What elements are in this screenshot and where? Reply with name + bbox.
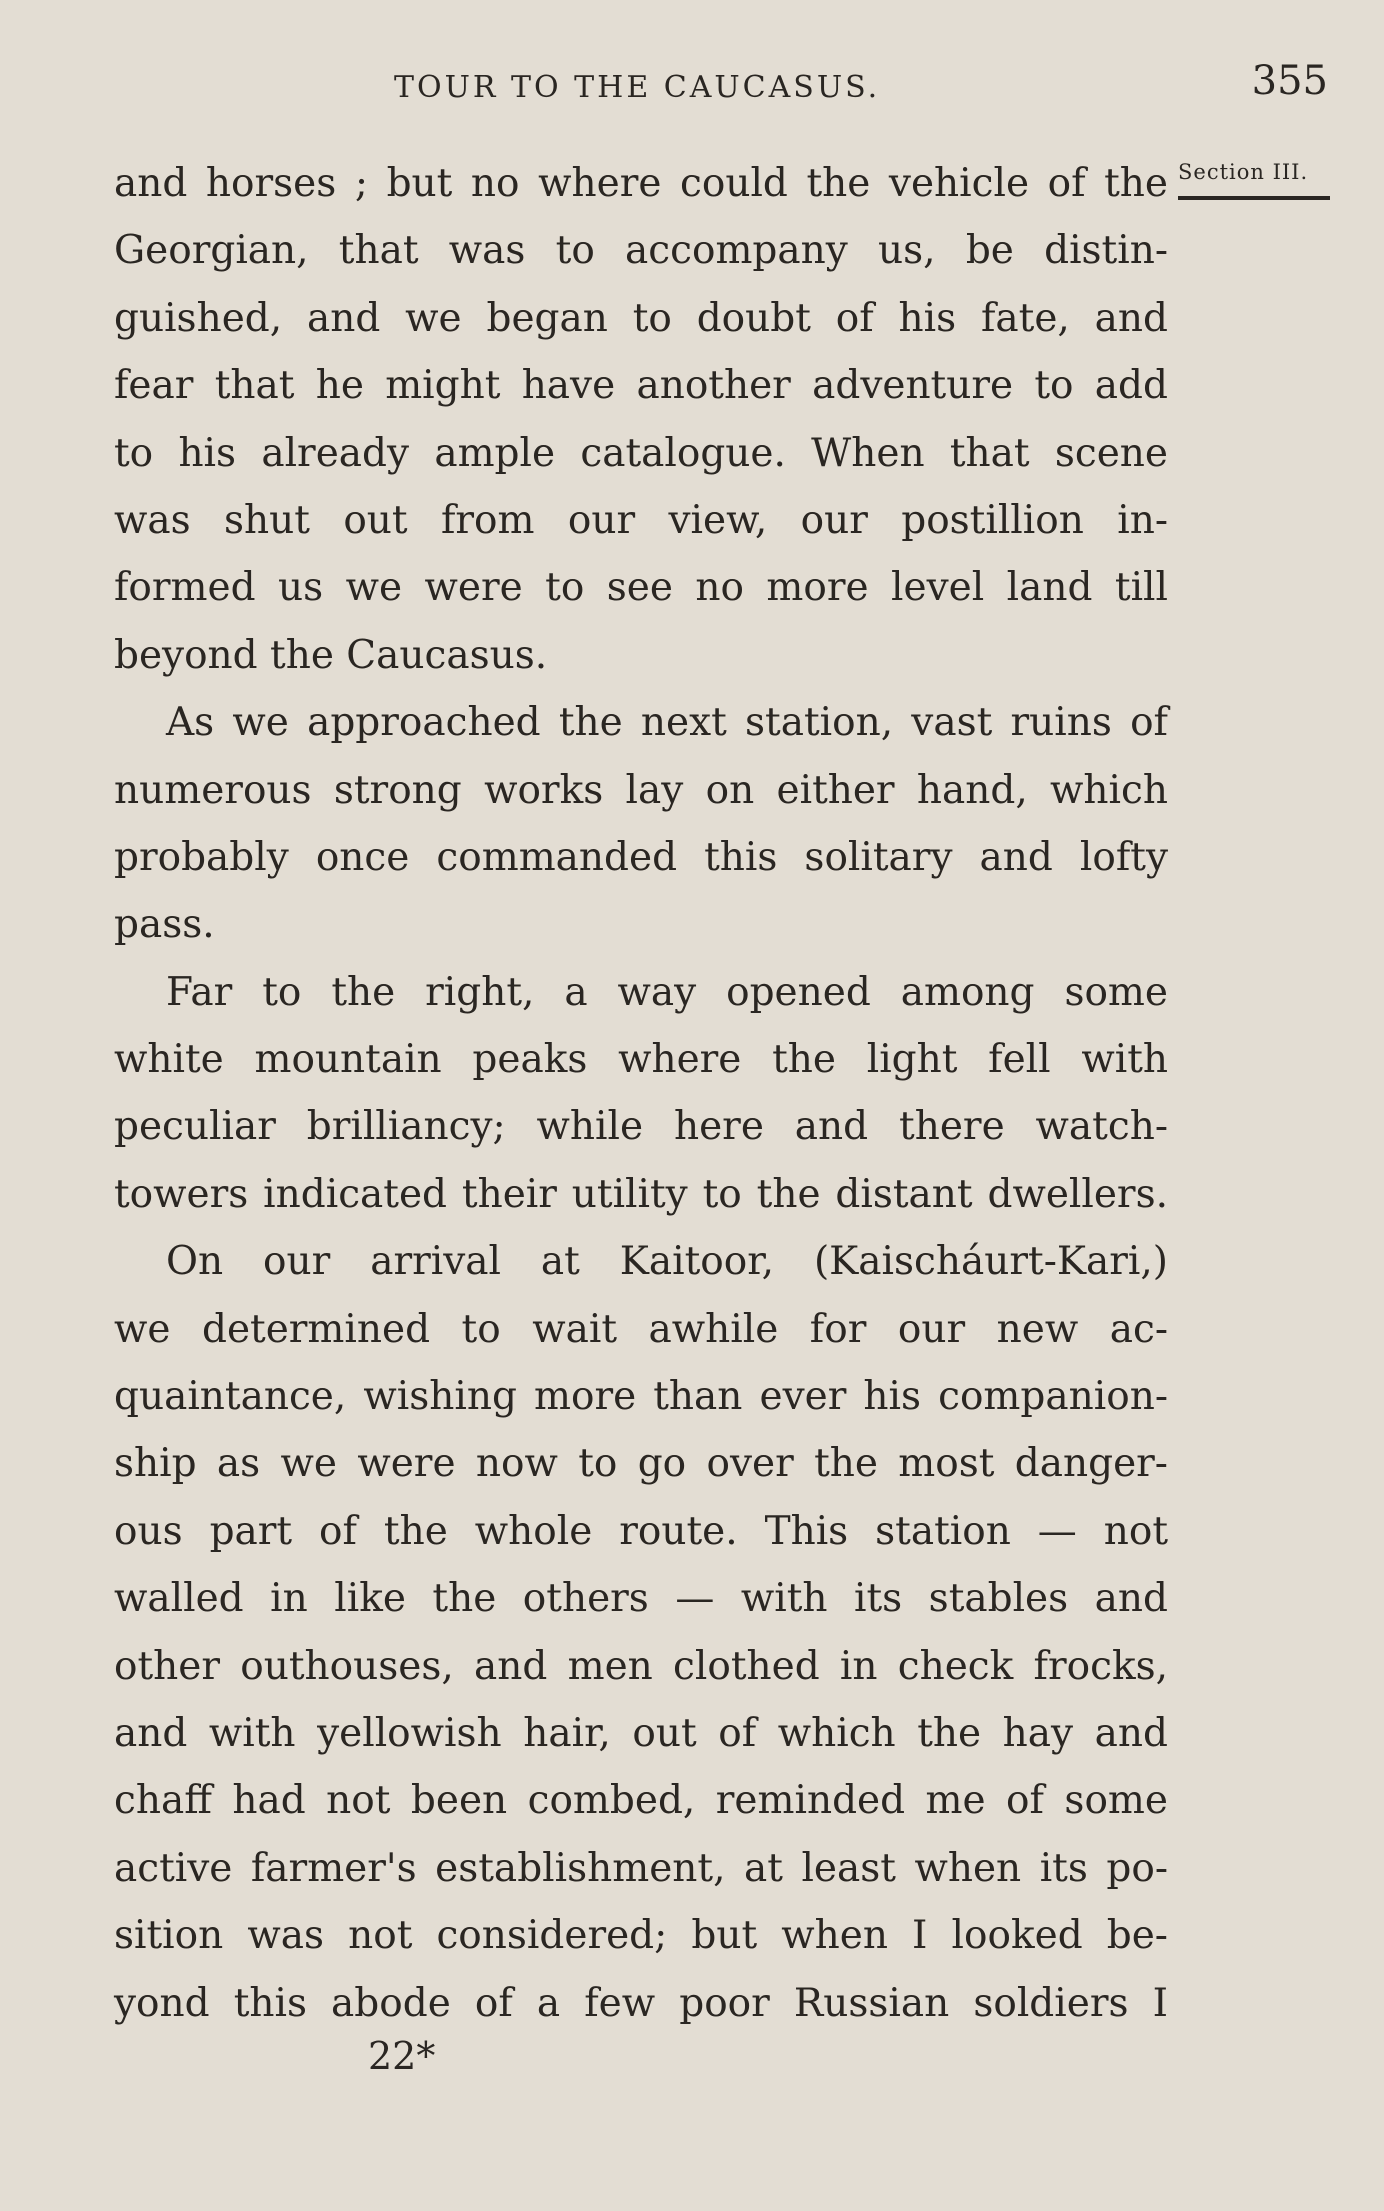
margin-note: Section III. [1178,160,1330,200]
text-line: walled in like the others — with its stables and [114,1576,1168,1622]
signature-mark: 22* [368,2034,436,2078]
text-line: quaintance, wishing more than ever his companion- [114,1374,1168,1420]
text-line: Far to the right, a way opened among some [166,969,1168,1015]
text-line: white mountain peaks where the light fell with [114,1037,1168,1083]
text-line: ship as we were now to go over the most danger- [114,1441,1168,1487]
text-line: and with yellowish hair, out of which the hay and [114,1710,1168,1756]
text-line: to his already ample catalogue. When that scene [114,430,1168,476]
text-line: guished, and we began to doubt of his fate, and [114,295,1168,341]
text-line: yond this abode of a few poor Russian soldiers I [114,1980,1168,2026]
text-line: Georgian, that was to accompany us, be distin- [114,228,1168,274]
text-line: peculiar brilliancy; while here and there watch- [114,1104,1168,1150]
text-line: towers indicated their utility to the distant dwellers. [114,1171,1168,1217]
text-line: other outhouses, and men clothed in check frocks, [114,1643,1168,1689]
text-line: active farmer's establishment, at least when its po- [114,1845,1168,1891]
text-line: chaff had not been combed, reminded me of some [114,1778,1168,1824]
text-line: we determined to wait awhile for our new ac- [114,1306,1168,1352]
text-line: fear that he might have another adventure to add [114,363,1168,409]
text-line: ous part of the whole route. This station — not [114,1508,1168,1554]
text-line: and horses ; but no where could the vehicle of the [114,161,1168,206]
text-line: pass. [114,902,215,948]
text-line: numerous strong works lay on either hand, which [114,767,1168,813]
text-line: On our arrival at Kaitoor, (Kaischáurt-Kari,) [166,1239,1168,1285]
text-line: was shut out from our view, our postillion in- [114,497,1168,543]
text-line: formed us we were to see no more level land till [114,565,1168,611]
text-line: beyond the Caucasus. [114,632,548,678]
page-number: 355 [1251,58,1328,104]
text-line: probably once commanded this solitary and lofty [114,834,1168,880]
text-line: As we approached the next station, vast ruins of [166,700,1168,746]
body-text [114,150,1168,2037]
text-line: sition was not considered; but when I looked be- [114,1913,1168,1959]
running-head: TOUR TO THE CAUCASUS. [394,70,881,105]
